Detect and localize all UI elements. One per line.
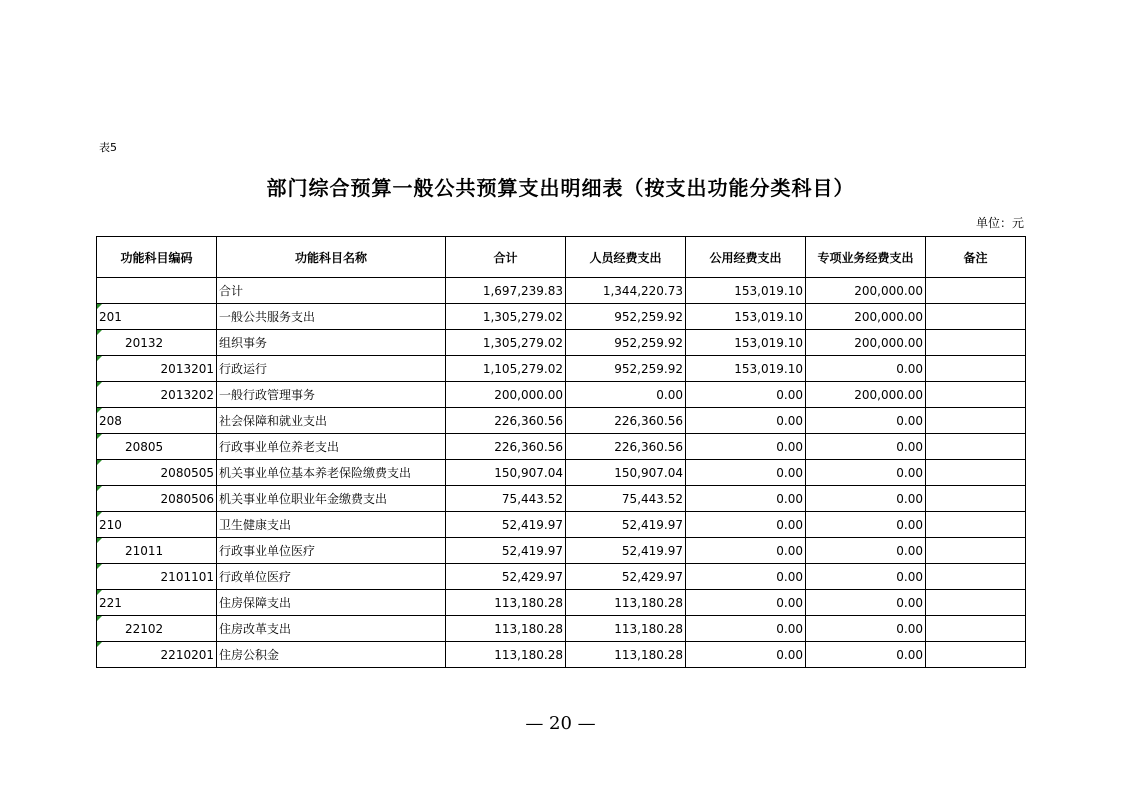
cell-name: 一般公共服务支出 <box>217 304 446 330</box>
cell-marker-icon <box>97 512 102 517</box>
cell-name: 社会保障和就业支出 <box>217 408 446 434</box>
cell-code: 210 <box>97 512 217 538</box>
cell-total: 200,000.00 <box>446 382 566 408</box>
cell-name: 一般行政管理事务 <box>217 382 446 408</box>
table-row <box>97 590 1026 616</box>
cell-special: 0.00 <box>806 486 926 512</box>
table-label: 表5 <box>99 141 117 154</box>
cell-personnel: 75,443.52 <box>566 486 686 512</box>
cell-code: 221 <box>97 590 217 616</box>
cell-marker-icon <box>97 642 102 647</box>
cell-code: 2101101 <box>97 564 217 590</box>
cell-public: 0.00 <box>686 590 806 616</box>
cell-personnel: 52,419.97 <box>566 512 686 538</box>
cell-special: 0.00 <box>806 408 926 434</box>
cell-total: 75,443.52 <box>446 486 566 512</box>
cell-public: 153,019.10 <box>686 278 806 304</box>
cell-code: 2013201 <box>97 356 217 382</box>
cell-note <box>926 590 1026 616</box>
cell-name: 卫生健康支出 <box>217 512 446 538</box>
cell-note <box>926 382 1026 408</box>
table-row <box>97 330 1026 356</box>
cell-public: 0.00 <box>686 382 806 408</box>
cell-code: 22102 <box>97 616 217 642</box>
cell-marker-icon <box>97 486 102 491</box>
cell-code: 21011 <box>97 538 217 564</box>
cell-note <box>926 408 1026 434</box>
table-row <box>97 434 1026 460</box>
cell-personnel: 52,429.97 <box>566 564 686 590</box>
table-row <box>97 382 1026 408</box>
cell-personnel: 952,259.92 <box>566 304 686 330</box>
cell-marker-icon <box>97 356 102 361</box>
cell-special: 200,000.00 <box>806 304 926 330</box>
table-row <box>97 408 1026 434</box>
cell-marker-icon <box>97 330 102 335</box>
cell-personnel: 0.00 <box>566 382 686 408</box>
cell-note <box>926 564 1026 590</box>
cell-total: 113,180.28 <box>446 590 566 616</box>
header-special: 专项业务经费支出 <box>806 237 926 278</box>
cell-personnel: 52,419.97 <box>566 538 686 564</box>
cell-marker-icon <box>97 382 102 387</box>
cell-public: 0.00 <box>686 460 806 486</box>
cell-special: 200,000.00 <box>806 278 926 304</box>
cell-special: 0.00 <box>806 590 926 616</box>
unit-label: 单位：元 <box>975 216 1024 230</box>
cell-code: 208 <box>97 408 217 434</box>
cell-note <box>926 304 1026 330</box>
cell-public: 0.00 <box>686 538 806 564</box>
cell-public: 153,019.10 <box>686 330 806 356</box>
cell-personnel: 113,180.28 <box>566 642 686 668</box>
cell-name: 住房公积金 <box>217 642 446 668</box>
cell-public: 0.00 <box>686 564 806 590</box>
cell-total: 113,180.28 <box>446 642 566 668</box>
cell-code: 201 <box>97 304 217 330</box>
table-row <box>97 278 1026 304</box>
header-public: 公用经费支出 <box>686 237 806 278</box>
cell-note <box>926 538 1026 564</box>
cell-code <box>97 278 217 304</box>
page-number: — 20 — <box>525 713 596 734</box>
cell-marker-icon <box>97 564 102 569</box>
cell-name: 机关事业单位职业年金缴费支出 <box>217 486 446 512</box>
cell-public: 0.00 <box>686 512 806 538</box>
table-header-row <box>97 237 1026 278</box>
table-row <box>97 304 1026 330</box>
cell-marker-icon <box>97 408 102 413</box>
header-note: 备注 <box>926 237 1026 278</box>
cell-special: 0.00 <box>806 356 926 382</box>
cell-note <box>926 278 1026 304</box>
cell-special: 0.00 <box>806 564 926 590</box>
cell-marker-icon <box>97 538 102 543</box>
cell-special: 0.00 <box>806 434 926 460</box>
cell-total: 1,305,279.02 <box>446 330 566 356</box>
cell-marker-icon <box>97 460 102 465</box>
table-row <box>97 564 1026 590</box>
cell-note <box>926 616 1026 642</box>
cell-marker-icon <box>97 590 102 595</box>
cell-code: 2080506 <box>97 486 217 512</box>
cell-name: 住房改革支出 <box>217 616 446 642</box>
cell-note <box>926 460 1026 486</box>
cell-code: 2210201 <box>97 642 217 668</box>
cell-personnel: 150,907.04 <box>566 460 686 486</box>
cell-name: 行政运行 <box>217 356 446 382</box>
cell-name: 行政单位医疗 <box>217 564 446 590</box>
cell-public: 0.00 <box>686 486 806 512</box>
cell-note <box>926 330 1026 356</box>
table-row <box>97 616 1026 642</box>
cell-name: 住房保障支出 <box>217 590 446 616</box>
cell-personnel: 1,344,220.73 <box>566 278 686 304</box>
cell-total: 1,105,279.02 <box>446 356 566 382</box>
cell-code: 2080505 <box>97 460 217 486</box>
cell-total: 52,429.97 <box>446 564 566 590</box>
cell-total: 1,697,239.83 <box>446 278 566 304</box>
cell-total: 52,419.97 <box>446 512 566 538</box>
cell-special: 0.00 <box>806 538 926 564</box>
cell-special: 0.00 <box>806 616 926 642</box>
cell-personnel: 226,360.56 <box>566 434 686 460</box>
cell-special: 200,000.00 <box>806 330 926 356</box>
cell-public: 0.00 <box>686 642 806 668</box>
cell-public: 153,019.10 <box>686 304 806 330</box>
cell-note <box>926 486 1026 512</box>
cell-marker-icon <box>97 616 102 621</box>
cell-personnel: 952,259.92 <box>566 356 686 382</box>
cell-code: 20805 <box>97 434 217 460</box>
cell-note <box>926 642 1026 668</box>
cell-special: 0.00 <box>806 512 926 538</box>
cell-total: 52,419.97 <box>446 538 566 564</box>
table-row <box>97 538 1026 564</box>
cell-special: 0.00 <box>806 460 926 486</box>
cell-name: 行政事业单位医疗 <box>217 538 446 564</box>
page-title: 部门综合预算一般公共预算支出明细表（按支出功能分类科目） <box>266 176 855 200</box>
cell-public: 0.00 <box>686 408 806 434</box>
cell-total: 113,180.28 <box>446 616 566 642</box>
cell-marker-icon <box>97 434 102 439</box>
header-name: 功能科目名称 <box>217 237 446 278</box>
cell-personnel: 113,180.28 <box>566 590 686 616</box>
cell-public: 153,019.10 <box>686 356 806 382</box>
cell-note <box>926 434 1026 460</box>
cell-note <box>926 512 1026 538</box>
table-row <box>97 642 1026 668</box>
cell-name: 机关事业单位基本养老保险缴费支出 <box>217 460 446 486</box>
header-total: 合计 <box>446 237 566 278</box>
cell-marker-icon <box>97 304 102 309</box>
cell-total: 1,305,279.02 <box>446 304 566 330</box>
cell-special: 0.00 <box>806 642 926 668</box>
cell-code: 2013202 <box>97 382 217 408</box>
cell-note <box>926 356 1026 382</box>
cell-total: 150,907.04 <box>446 460 566 486</box>
table-row <box>97 356 1026 382</box>
table-row <box>97 512 1026 538</box>
cell-public: 0.00 <box>686 616 806 642</box>
header-code: 功能科目编码 <box>97 237 217 278</box>
cell-name: 组织事务 <box>217 330 446 356</box>
cell-special: 200,000.00 <box>806 382 926 408</box>
cell-name: 合计 <box>217 278 446 304</box>
cell-name: 行政事业单位养老支出 <box>217 434 446 460</box>
table-row <box>97 460 1026 486</box>
budget-table <box>96 236 1026 668</box>
header-personnel: 人员经费支出 <box>566 237 686 278</box>
cell-code: 20132 <box>97 330 217 356</box>
cell-total: 226,360.56 <box>446 408 566 434</box>
cell-public: 0.00 <box>686 434 806 460</box>
cell-total: 226,360.56 <box>446 434 566 460</box>
cell-personnel: 226,360.56 <box>566 408 686 434</box>
cell-personnel: 952,259.92 <box>566 330 686 356</box>
cell-personnel: 113,180.28 <box>566 616 686 642</box>
table-row <box>97 486 1026 512</box>
